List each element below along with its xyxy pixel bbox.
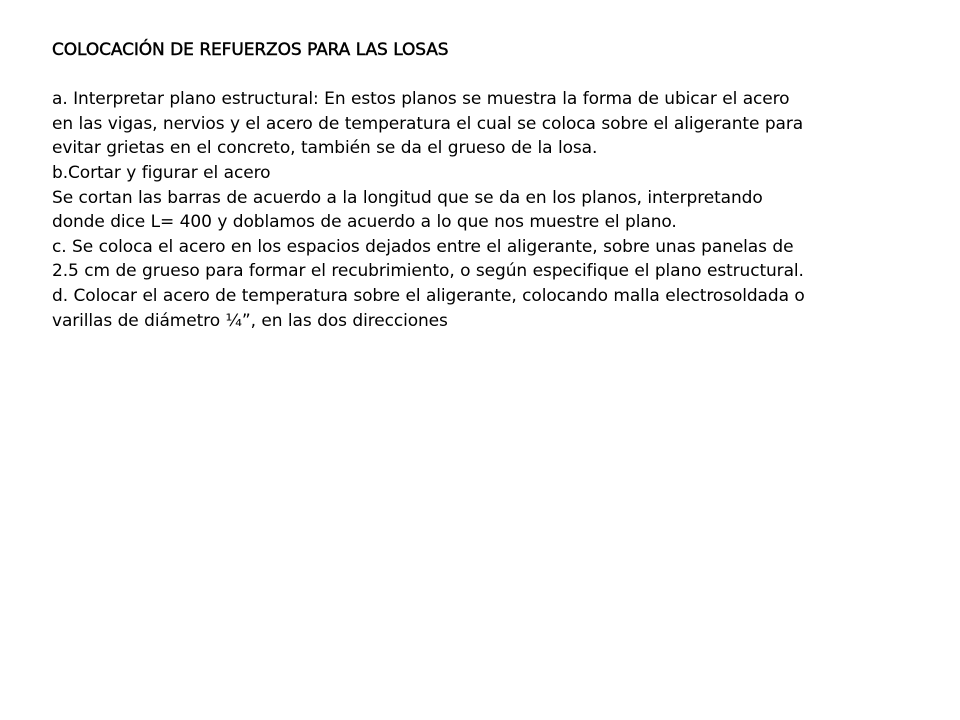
paragraph-line: d. Colocar el acero de temperatura sobre el aligerante, colocando malla electrosoldada o bbox=[52, 285, 805, 306]
paragraph-line: 2.5 cm de grueso para formar el recubrimiento, o según especifique el plano estructural. bbox=[52, 261, 804, 282]
paragraph-line: c. Se coloca el acero en los espacios dejados entre el aligerante, sobre unas panelas de bbox=[52, 236, 794, 257]
paragraph-line: en las vigas, nervios y el acero de temperatura el cual se coloca sobre el aligerante para bbox=[52, 113, 804, 134]
paragraph-line: a. Interpretar plano estructural: En estos planos se muestra la forma de ubicar el acero bbox=[52, 89, 790, 110]
paragraph-line: Se cortan las barras de acuerdo a la longitud que se da en los planos, interpretando bbox=[52, 187, 763, 208]
text-body bbox=[52, 38, 932, 333]
paragraph-line: varillas de diámetro ¼”, en las dos direcciones bbox=[52, 310, 448, 331]
paragraph-line: b.Cortar y figurar el acero bbox=[52, 162, 271, 183]
blank-line bbox=[52, 63, 932, 88]
page-title: COLOCACIÓN DE REFUERZOS PARA LAS LOSAS bbox=[52, 40, 449, 60]
paragraph-line: evitar grietas en el concreto, también se da el grueso de la losa. bbox=[52, 138, 598, 159]
paragraph-line: donde dice L= 400 y doblamos de acuerdo a lo que nos muestre el plano. bbox=[52, 212, 677, 233]
